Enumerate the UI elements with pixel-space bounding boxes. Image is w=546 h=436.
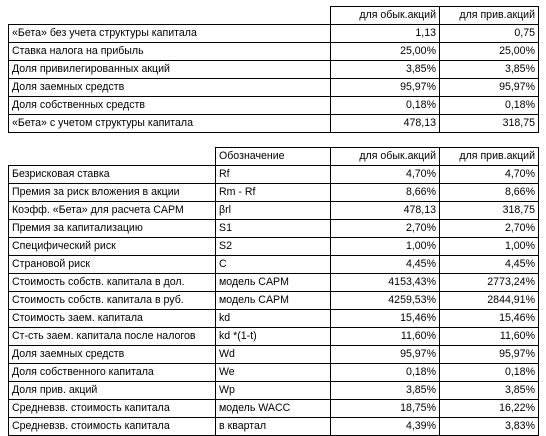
preferred-value: 15,46% <box>440 310 539 328</box>
preferred-value: 3,85% <box>440 382 539 400</box>
ordinary-value: 4,45% <box>331 256 440 274</box>
table-row <box>9 400 539 418</box>
row-label: Доля прив. акций <box>9 382 216 400</box>
ordinary-value: 478,13 <box>331 202 440 220</box>
designation: модель WACC <box>216 400 331 418</box>
row-label: Средневзв. стоимость капитала <box>9 400 216 418</box>
ordinary-value: 8,66% <box>331 184 440 202</box>
row-label: «Бета» с учетом структуры капитала <box>9 115 331 133</box>
cost-table-header-row <box>9 148 539 166</box>
preferred-value: 25,00% <box>440 43 539 61</box>
preferred-value: 11,60% <box>440 328 539 346</box>
row-label: Доля привилегированных акций <box>9 61 331 79</box>
designation: Rm - Rf <box>216 184 331 202</box>
table-row <box>9 328 539 346</box>
header-ordinary-shares: для обык.акций <box>331 7 440 25</box>
ordinary-value: 478,13 <box>331 115 440 133</box>
row-label: Страновой риск <box>9 256 216 274</box>
preferred-value: 95,97% <box>440 346 539 364</box>
ordinary-value: 0,18% <box>331 97 440 115</box>
ordinary-value: 3,85% <box>331 61 440 79</box>
preferred-value: 0,18% <box>440 97 539 115</box>
preferred-value: 318,75 <box>440 115 539 133</box>
table-row <box>9 364 539 382</box>
preferred-value: 4,45% <box>440 256 539 274</box>
header-designation: Обозначение <box>216 148 331 166</box>
designation: kd <box>216 310 331 328</box>
ordinary-value: 25,00% <box>331 43 440 61</box>
ordinary-value: 4,39% <box>331 418 440 436</box>
header-empty-cell <box>9 148 216 166</box>
row-label: Доля собственных средств <box>9 97 331 115</box>
table-row <box>9 61 539 79</box>
table-row <box>9 292 539 310</box>
table-row <box>9 238 539 256</box>
ordinary-value: 0,18% <box>331 364 440 382</box>
ordinary-value: 95,97% <box>331 346 440 364</box>
ordinary-value: 15,46% <box>331 310 440 328</box>
ordinary-value: 11,60% <box>331 328 440 346</box>
preferred-value: 2844,91% <box>440 292 539 310</box>
ordinary-value: 4,70% <box>331 166 440 184</box>
ordinary-value: 4153,43% <box>331 274 440 292</box>
row-label: Стоимость собств. капитала в руб. <box>9 292 216 310</box>
preferred-value: 2,70% <box>440 220 539 238</box>
preferred-value: 8,66% <box>440 184 539 202</box>
row-label: Безрисковая ставка <box>9 166 216 184</box>
ordinary-value: 3,85% <box>331 382 440 400</box>
table-row <box>9 97 539 115</box>
row-label: Доля заемных средств <box>9 346 216 364</box>
header-ordinary-shares: для обык.акций <box>331 148 440 166</box>
preferred-value: 95,97% <box>440 79 539 97</box>
designation: C <box>216 256 331 274</box>
table-row <box>9 382 539 400</box>
preferred-value: 2773,24% <box>440 274 539 292</box>
preferred-value: 1,00% <box>440 238 539 256</box>
table-row <box>9 115 539 133</box>
designation: Rf <box>216 166 331 184</box>
beta-table-header-row <box>9 7 539 25</box>
row-label: Стоимость заем. капитала <box>9 310 216 328</box>
designation: S2 <box>216 238 331 256</box>
table-row <box>9 25 539 43</box>
designation: Wd <box>216 346 331 364</box>
preferred-value: 3,83% <box>440 418 539 436</box>
beta-table <box>8 6 539 133</box>
row-label: Специфический риск <box>9 238 216 256</box>
preferred-value: 3,85% <box>440 61 539 79</box>
table-row <box>9 184 539 202</box>
table-row <box>9 346 539 364</box>
table-row <box>9 310 539 328</box>
row-label: Средневзв. стоимость капитала <box>9 418 216 436</box>
designation: Wp <box>216 382 331 400</box>
preferred-value: 0,18% <box>440 364 539 382</box>
preferred-value: 0,75 <box>440 25 539 43</box>
designation: We <box>216 364 331 382</box>
table-row <box>9 256 539 274</box>
table-row <box>9 79 539 97</box>
header-empty-cell <box>9 7 331 25</box>
row-label: Ст-сть заем. капитала после налогов <box>9 328 216 346</box>
designation: в квартал <box>216 418 331 436</box>
row-label: Доля собственного капитала <box>9 364 216 382</box>
ordinary-value: 95,97% <box>331 79 440 97</box>
table-row <box>9 274 539 292</box>
row-label: «Бета» без учета структуры капитала <box>9 25 331 43</box>
table-row <box>9 418 539 436</box>
designation: S1 <box>216 220 331 238</box>
table-row <box>9 202 539 220</box>
designation: kd *(1-t) <box>216 328 331 346</box>
row-label: Стоимость собств. капитала в дол. <box>9 274 216 292</box>
ordinary-value: 2,70% <box>331 220 440 238</box>
row-label: Премия за капитализацию <box>9 220 216 238</box>
cost-of-capital-table <box>8 147 539 436</box>
table-row <box>9 166 539 184</box>
row-label: Коэфф. «Бета» для расчета CAPM <box>9 202 216 220</box>
ordinary-value: 18,75% <box>331 400 440 418</box>
header-preferred-shares: для прив.акций <box>440 148 539 166</box>
designation: βrl <box>216 202 331 220</box>
ordinary-value: 1,00% <box>331 238 440 256</box>
designation: модель CAPM <box>216 292 331 310</box>
designation: модель CAPM <box>216 274 331 292</box>
ordinary-value: 4259,53% <box>331 292 440 310</box>
table-row <box>9 220 539 238</box>
table-gap <box>8 133 539 147</box>
row-label: Доля заемных средств <box>9 79 331 97</box>
row-label: Премия за риск вложения в акции <box>9 184 216 202</box>
row-label: Ставка налога на прибыль <box>9 43 331 61</box>
spreadsheet <box>8 6 539 436</box>
header-preferred-shares: для прив.акций <box>440 7 539 25</box>
table-row <box>9 43 539 61</box>
preferred-value: 4,70% <box>440 166 539 184</box>
preferred-value: 318,75 <box>440 202 539 220</box>
ordinary-value: 1,13 <box>331 25 440 43</box>
preferred-value: 16,22% <box>440 400 539 418</box>
